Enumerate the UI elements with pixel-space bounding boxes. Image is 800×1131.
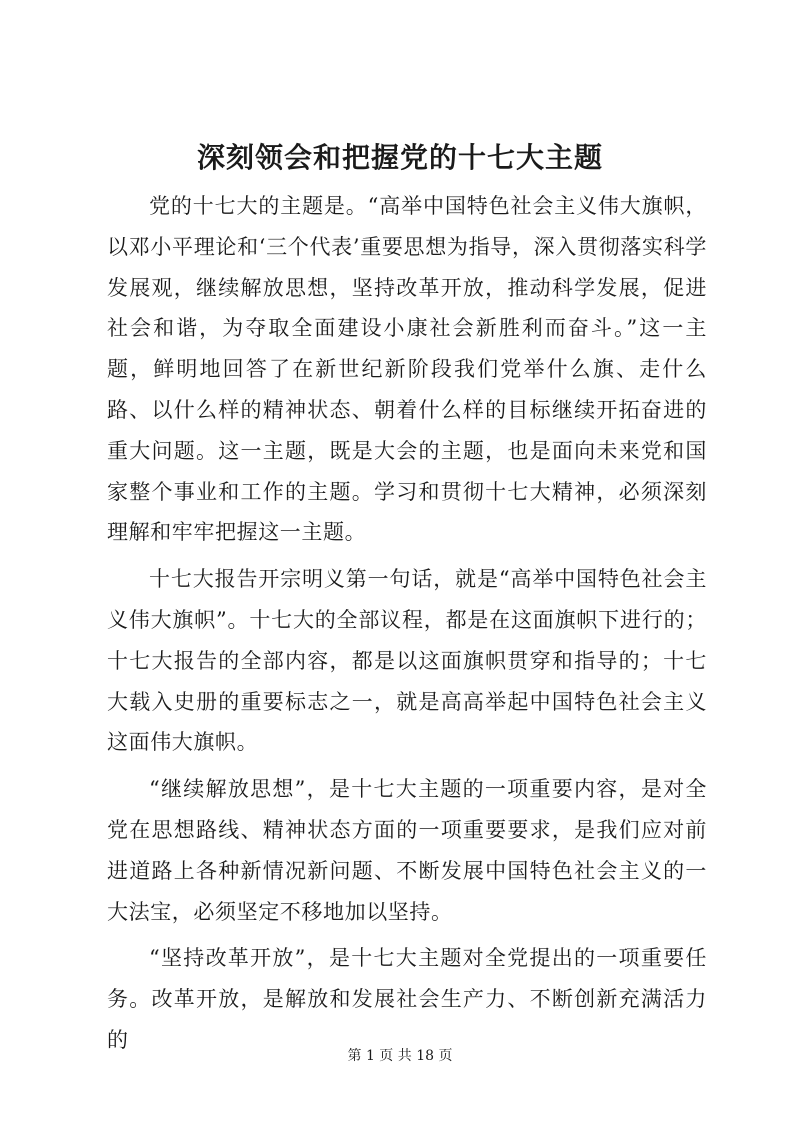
paragraph: 十七大报告开宗明义第一句话，就是“高举中国特色社会主义伟大旗帜”。十七大的全部议程，都是在这面旗帜下进行的；十七大报告的全部内容，都是以这面旗帜贯穿和指导的；十七大载入史册的重要标志之一，就是高高举起中国特色社会主义这面伟大旗帜。 <box>107 567 707 755</box>
page-title: 深刻领会和把握党的十七大主题 <box>196 141 603 174</box>
paragraph: 党的十七大的主题是。“高举中国特色社会主义伟大旗帜，以邓小平理论和‘三个代表’重要思想为指导，深入贯彻落实科学发展观，继续解放思想，坚持改革开放，推动科学发展，促进社会和谐，为夺取全面建设小康社会新胜利而奋斗。”这一主题，鲜明地回答了在新世纪新阶段我们党举什么旗、走什么路、以什么样的精神状态、朝着什么样的目标继续开拓奋进的重大问题。这一主题，既是大会的主题，也是面向未来党和国家整个事业和工作的主题。学习和贯彻十七大精神，必须深刻理解和牢牢把握这一主题。 <box>107 194 707 545</box>
page-number-footer: 第 1 页 共 18 页 <box>347 1048 453 1064</box>
document-body <box>107 186 707 1067</box>
paragraph: “继续解放思想”，是十七大主题的一项重要内容，是对全党在思想路线、精神状态方面的一项重要要求，是我们应对前进道路上各种新情况新问题、不断发展中国特色社会主义的一大法宝，必须坚定不移地加以坚持。 <box>107 777 707 924</box>
paragraph: “坚持改革开放”，是十七大主题对全党提出的一项重要任务。改革开放，是解放和发展社会生产力、不断创新充满活力的 <box>107 946 707 1052</box>
